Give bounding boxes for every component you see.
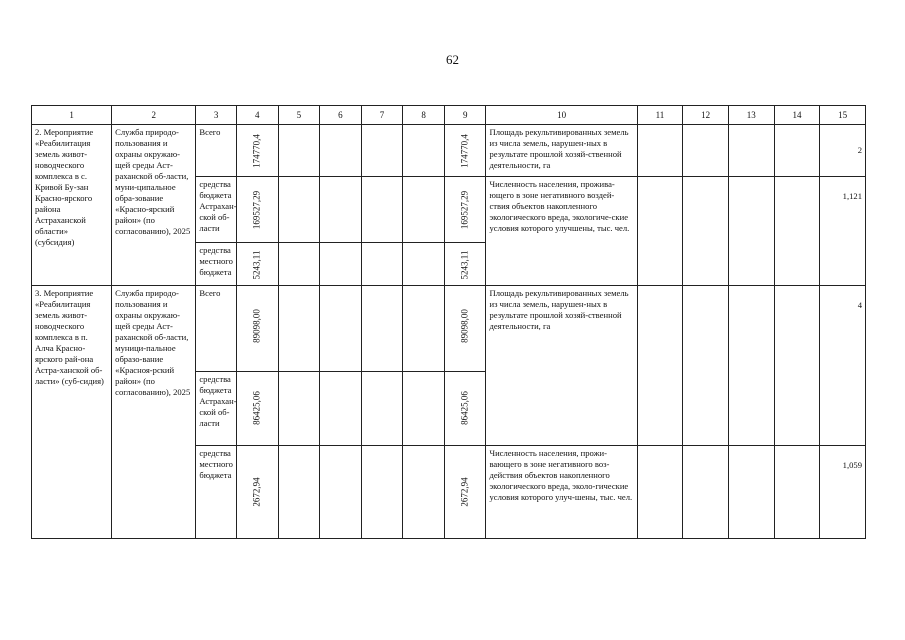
empty-cell <box>774 446 820 539</box>
amount-cell <box>236 372 278 446</box>
empty-cell <box>361 243 403 286</box>
empty-cell <box>278 125 320 177</box>
amount-col9: 174770,4 <box>459 134 470 168</box>
empty-cell <box>320 125 362 177</box>
amount-total: 174770,4 <box>251 134 262 168</box>
empty-cell <box>278 286 320 372</box>
header-cell: 11 <box>637 106 683 125</box>
amount-cell <box>444 125 486 177</box>
empty-cell <box>361 177 403 243</box>
empty-cell <box>637 286 683 446</box>
amount-col9: 86425,06 <box>459 391 470 425</box>
amount-col9: 89098,00 <box>459 309 470 343</box>
empty-cell <box>403 372 445 446</box>
amount-cell <box>444 177 486 243</box>
empty-cell <box>403 286 445 372</box>
source-cell: Всего <box>196 125 237 177</box>
value-cell: 1,059 <box>820 446 866 539</box>
empty-cell <box>637 177 683 286</box>
source-cell: средства местного бюджета <box>196 446 237 539</box>
source-cell: средства бюджета Астрахан-ской об-ласти <box>196 177 237 243</box>
amount-regional: 169527,29 <box>251 190 262 230</box>
executor-cell: Служба природо-пользования и охраны окружаю-щей среды Аст-раханской об-ласти, муни-ципальное обра-зование «Красно-ярский район» (по согласованию), 2025 <box>112 125 196 286</box>
empty-cell <box>683 286 729 446</box>
empty-cell <box>361 446 403 539</box>
measures-table <box>31 105 866 539</box>
amount-local: 5243,11 <box>251 250 262 280</box>
amount-total: 89098,00 <box>251 309 262 343</box>
empty-cell <box>320 177 362 243</box>
empty-cell <box>683 125 729 177</box>
empty-cell <box>320 243 362 286</box>
amount-cell <box>444 286 486 372</box>
header-cell: 12 <box>683 106 729 125</box>
header-cell: 14 <box>774 106 820 125</box>
header-cell: 5 <box>278 106 320 125</box>
header-cell: 10 <box>486 106 637 125</box>
empty-cell <box>728 286 774 446</box>
empty-cell <box>278 177 320 243</box>
amount-regional: 86425,06 <box>251 391 262 425</box>
empty-cell <box>728 177 774 286</box>
empty-cell <box>637 446 683 539</box>
header-cell: 4 <box>236 106 278 125</box>
empty-cell <box>403 125 445 177</box>
indicator-cell: Численность населения, прожива-ющего в зоне негативного воздей-ствия объектов накопленного экологического вреда, экологиче-ские условия которого улучшены, тыс. чел. <box>486 177 637 286</box>
empty-cell <box>774 125 820 177</box>
value-cell: 4 <box>820 286 866 446</box>
empty-cell <box>361 125 403 177</box>
empty-cell <box>320 446 362 539</box>
header-cell: 3 <box>196 106 237 125</box>
header-cell: 6 <box>320 106 362 125</box>
empty-cell <box>320 372 362 446</box>
header-cell: 9 <box>444 106 486 125</box>
empty-cell <box>320 286 362 372</box>
empty-cell <box>683 177 729 286</box>
empty-cell <box>403 177 445 243</box>
empty-cell <box>403 243 445 286</box>
header-cell: 1 <box>32 106 112 125</box>
value-cell: 2 <box>820 125 866 177</box>
table-row <box>32 125 866 177</box>
source-cell: средства местного бюджета <box>196 243 237 286</box>
amount-local: 2672,94 <box>251 477 262 507</box>
executor-cell: Служба природо-пользования и охраны окружаю-щей среды Аст-раханской об-ласти, муници-пальное образо-вание «Красноя-рский район» (по согласованию), 2025 <box>112 286 196 539</box>
header-cell: 2 <box>112 106 196 125</box>
empty-cell <box>278 446 320 539</box>
amount-cell <box>236 286 278 372</box>
empty-cell <box>728 125 774 177</box>
header-cell: 13 <box>728 106 774 125</box>
source-cell: средства бюджета Астрахан-ской об-ласти <box>196 372 237 446</box>
header-cell: 15 <box>820 106 866 125</box>
indicator-cell: Численность населения, прожи-вающего в зоне негативного воз-действия объектов накопленного экологического вреда, эколо-гические условия которого улуч-шены, тыс. чел. <box>486 446 637 539</box>
empty-cell <box>361 372 403 446</box>
empty-cell <box>637 125 683 177</box>
empty-cell <box>728 446 774 539</box>
empty-cell <box>403 446 445 539</box>
indicator-cell: Площадь рекультивированных земель из числа земель, нарушен-ных в результате прошлой хозяй-ственной деятельности, га <box>486 286 637 446</box>
amount-col9: 5243,11 <box>459 250 470 280</box>
measure-name-cell: 2. Мероприятие «Реабилитация земель живот-новодческого комплекса в с. Кривой Бу-зан Красно-ярского района Астраханской области» (субсидия) <box>32 125 112 286</box>
amount-cell <box>444 446 486 539</box>
header-cell: 8 <box>403 106 445 125</box>
empty-cell <box>683 446 729 539</box>
amount-cell <box>236 177 278 243</box>
value-cell: 1,121 <box>820 177 866 286</box>
amount-cell <box>444 372 486 446</box>
empty-cell <box>278 372 320 446</box>
indicator-cell: Площадь рекультивированных земель из числа земель, нарушен-ных в результате прошлой хозяй-ственной деятельности, га <box>486 125 637 177</box>
page-number: 62 <box>446 52 459 67</box>
source-cell: Всего <box>196 286 237 372</box>
amount-col9: 169527,29 <box>459 190 470 230</box>
empty-cell <box>361 286 403 372</box>
amount-cell <box>444 243 486 286</box>
amount-cell <box>236 125 278 177</box>
header-cell: 7 <box>361 106 403 125</box>
empty-cell <box>278 243 320 286</box>
table-row <box>32 286 866 372</box>
empty-cell <box>774 177 820 286</box>
amount-col9: 2672,94 <box>459 477 470 507</box>
header-row <box>32 106 866 125</box>
amount-cell <box>236 446 278 539</box>
empty-cell <box>774 286 820 446</box>
amount-cell <box>236 243 278 286</box>
measure-name-cell: 3. Мероприятие «Реабилитация земель живот-новодческого комплекса в п. Алча Красно-ярского рай-она Астра-ханской об-ласти» (суб-сидия) <box>32 286 112 539</box>
